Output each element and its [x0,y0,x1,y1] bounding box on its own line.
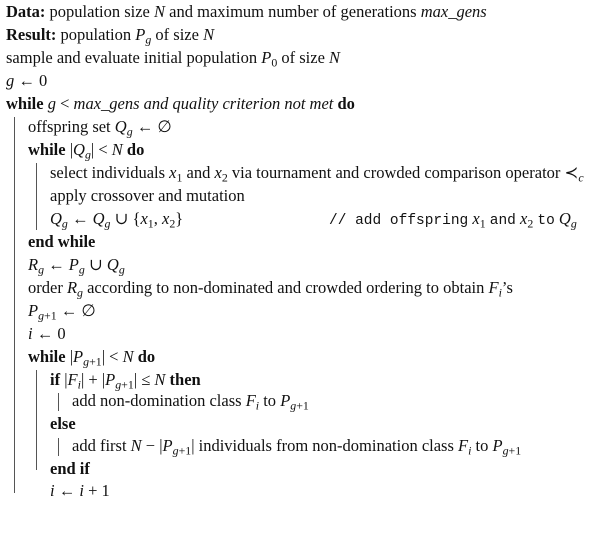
r-union-line: $R_g$ ← $P_g$ ∪ $Q_g$ [28,255,125,277]
union-line: $Q_g$ ← $Q_g$ ∪ {$x_1$, $x_2$} [50,209,184,231]
else-branch-bar [58,438,59,456]
inner-while-line: while $|Q_g| < N$ do [28,140,145,162]
order-line: order $R_g$ according to non-dominated and crowded ordering to obtain $F_i’s$ [28,278,513,300]
comment: // add offspring $x_1$ and $x_2$ to $Q_g$ [329,209,577,231]
if-branch-bar [58,393,59,411]
outer-while-bar [14,117,15,493]
inner-while-bar [36,163,37,230]
offspring-set-line: offspring set $Q_g$ ← ∅ [28,117,172,139]
second-while-line: while $|P_{g+1}| < N$ do [28,347,156,369]
outer-while-line: while g < max_gens and quality criterion not met do [6,94,355,113]
i-increment-line: i ← i + 1 [50,481,110,500]
select-line: select individuals $x_1$ and $x_2$ via tournament and crowded comparison operator $≺_c$ [50,163,584,185]
add-first-line: add first $N - |P_{g+1}|$ individuals from non-domination class $F_i$ to $P_{g+1}$ [72,436,522,458]
crossover-line: apply crossover and mutation [50,186,245,205]
end-if: end if [50,459,90,478]
i-init-line: i ← 0 [28,324,66,343]
if-line: if $|F_i| + |P_{g+1}| \le N$ then [50,370,201,392]
result-line: Result: population $P_g$ of size N [6,25,215,47]
data-line: Data: population size N and maximum number of generations max_gens [6,2,487,21]
p-next-init-line: $P_{g+1}$ ← ∅ [28,301,96,323]
end-inner-while: end while [28,232,96,251]
second-while-bar [36,370,37,470]
init-population-line: sample and evaluate initial population $P_0$ of size N [6,48,341,70]
add-class-line: add non-domination class $F_i$ to $P_{g+1}$ [72,391,309,413]
init-g-line: g ← 0 [6,71,48,90]
else-line: else [50,414,76,433]
